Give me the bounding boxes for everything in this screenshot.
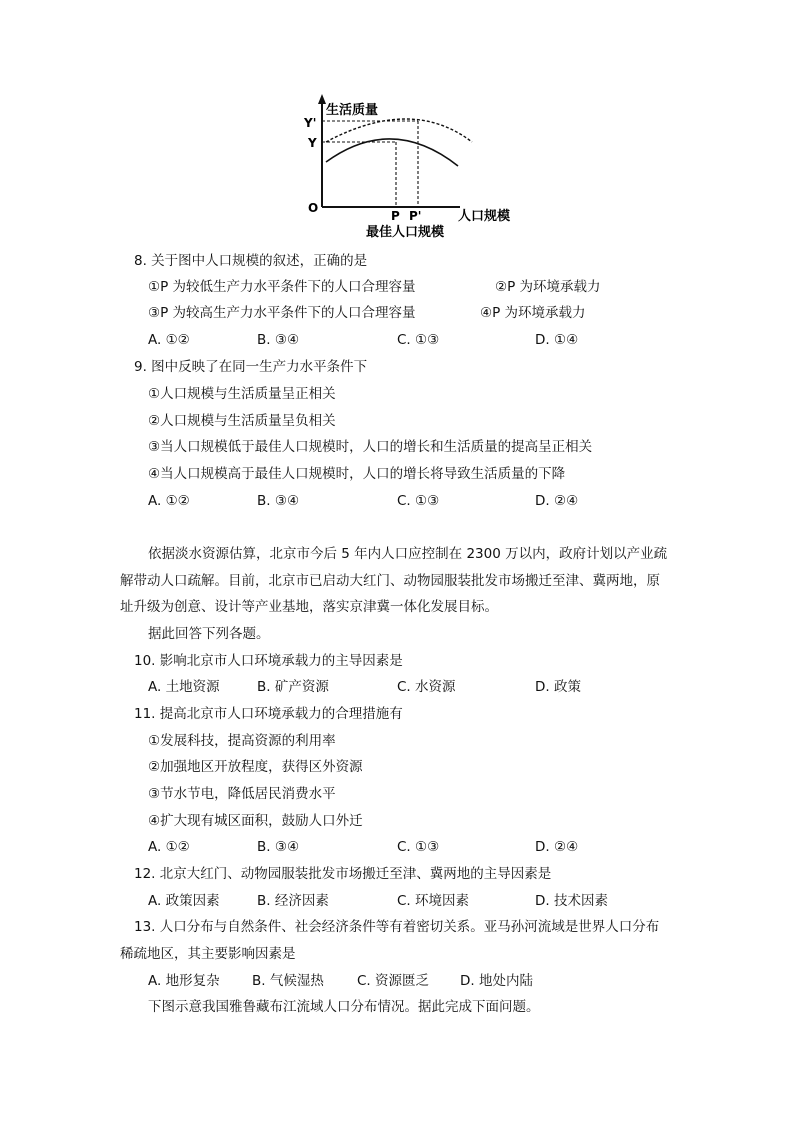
- q11-option-c[interactable]: C. ①③: [397, 839, 440, 855]
- q11-option-d[interactable]: D. ②④: [535, 839, 579, 855]
- q10-option-b[interactable]: B. 矿产资源: [257, 679, 329, 695]
- q10-option-a[interactable]: A. 土地资源: [148, 679, 220, 695]
- q11-option-b[interactable]: B. ③④: [257, 839, 300, 855]
- curve-high-productivity: [326, 119, 472, 142]
- y-tick: Y: [308, 136, 317, 150]
- p-prime-tick: P': [409, 209, 422, 223]
- q11-option-a[interactable]: A. ①②: [148, 839, 190, 855]
- q13-option-c[interactable]: C. 资源匮乏: [357, 973, 430, 989]
- y-axis-arrow: [318, 94, 326, 104]
- q12-option-b[interactable]: B. 经济因素: [257, 893, 329, 909]
- q11-statement-3: ③节水节电，降低居民消费水平: [148, 786, 336, 802]
- q13-option-b[interactable]: B. 气候湿热: [252, 973, 324, 989]
- population-quality-diagram: [300, 92, 520, 242]
- q8-statement-3: ③P 为较高生产力水平条件下的人口合理容量: [148, 305, 416, 321]
- q10-option-d[interactable]: D. 政策: [535, 679, 581, 695]
- passage-line-3: 址升级为创意、设计等产业基地，落实京津冀一体化发展目标。: [120, 599, 498, 615]
- q12-option-a[interactable]: A. 政策因素: [148, 893, 220, 909]
- q13-stem-line-1: 13. 人口分布与自然条件、社会经济条件等有着密切关系。亚马孙河流域是世界人口分布: [134, 919, 660, 935]
- q9-option-b[interactable]: B. ③④: [257, 493, 300, 509]
- q9-statement-4: ④当人口规模高于最佳人口规模时，人口的增长将导致生活质量的下降: [148, 466, 566, 482]
- origin-label: O: [308, 201, 319, 215]
- y-axis-label: 生活质量: [326, 103, 379, 118]
- q11-statement-2: ②加强地区开放程度，获得区外资源: [148, 759, 363, 775]
- p-tick: P: [391, 209, 400, 223]
- q8-statement-2: ②P 为环境承载力: [495, 279, 601, 295]
- q9-option-c[interactable]: C. ①③: [397, 493, 440, 509]
- q8-statement-4: ④P 为环境承载力: [480, 305, 586, 321]
- passage-line-4: 据此回答下列各题。: [148, 626, 270, 642]
- q12-stem: 12. 北京大红门、动物园服装批发市场搬迁至津、冀两地的主导因素是: [134, 866, 552, 882]
- q8-option-b[interactable]: B. ③④: [257, 332, 300, 348]
- q8-stem: 8. 关于图中人口规模的叙述，正确的是: [134, 253, 368, 269]
- q8-option-d[interactable]: D. ①④: [535, 332, 579, 348]
- q9-statement-2: ②人口规模与生活质量呈负相关: [148, 413, 336, 429]
- q13-option-d[interactable]: D. 地处内陆: [460, 973, 533, 989]
- q9-statement-3: ③当人口规模低于最佳人口规模时，人口的增长和生活质量的提高呈正相关: [148, 439, 593, 455]
- q10-stem: 10. 影响北京市人口环境承载力的主导因素是: [134, 653, 403, 669]
- next-figure-intro: 下图示意我国雅鲁藏布江流域人口分布情况。据此完成下面问题。: [148, 999, 540, 1015]
- q11-stem: 11. 提高北京市人口环境承载力的合理措施有: [134, 706, 403, 722]
- q8-statement-1: ①P 为较低生产力水平条件下的人口合理容量: [148, 279, 416, 295]
- y-prime-tick: Y': [304, 116, 317, 130]
- passage-line-1: 依据淡水资源估算，北京市今后 5 年内人口应控制在 2300 万以内，政府计划以产业疏: [148, 546, 668, 562]
- q9-option-a[interactable]: A. ①②: [148, 493, 190, 509]
- curve-low-productivity: [326, 139, 458, 166]
- best-population-label: 最佳人口规模: [366, 225, 445, 240]
- q8-option-a[interactable]: A. ①②: [148, 332, 190, 348]
- q8-option-c[interactable]: C. ①③: [397, 332, 440, 348]
- q10-option-c[interactable]: C. 水资源: [397, 679, 456, 695]
- q13-option-a[interactable]: A. 地形复杂: [148, 973, 220, 989]
- q9-statement-1: ①人口规模与生活质量呈正相关: [148, 386, 336, 402]
- x-axis-label: 人口规模: [458, 209, 511, 224]
- q11-statement-4: ④扩大现有城区面积，鼓励人口外迁: [148, 813, 363, 829]
- passage-line-2: 解带动人口疏解。目前，北京市已启动大红门、动物园服装批发市场搬迁至津、冀两地，原: [120, 573, 660, 589]
- q9-stem: 9. 图中反映了在同一生产力水平条件下: [134, 359, 368, 375]
- q11-statement-1: ①发展科技，提高资源的利用率: [148, 733, 336, 749]
- q12-option-c[interactable]: C. 环境因素: [397, 893, 470, 909]
- q9-option-d[interactable]: D. ②④: [535, 493, 579, 509]
- q13-stem-line-2: 稀疏地区，其主要影响因素是: [120, 946, 296, 962]
- q12-option-d[interactable]: D. 技术因素: [535, 893, 608, 909]
